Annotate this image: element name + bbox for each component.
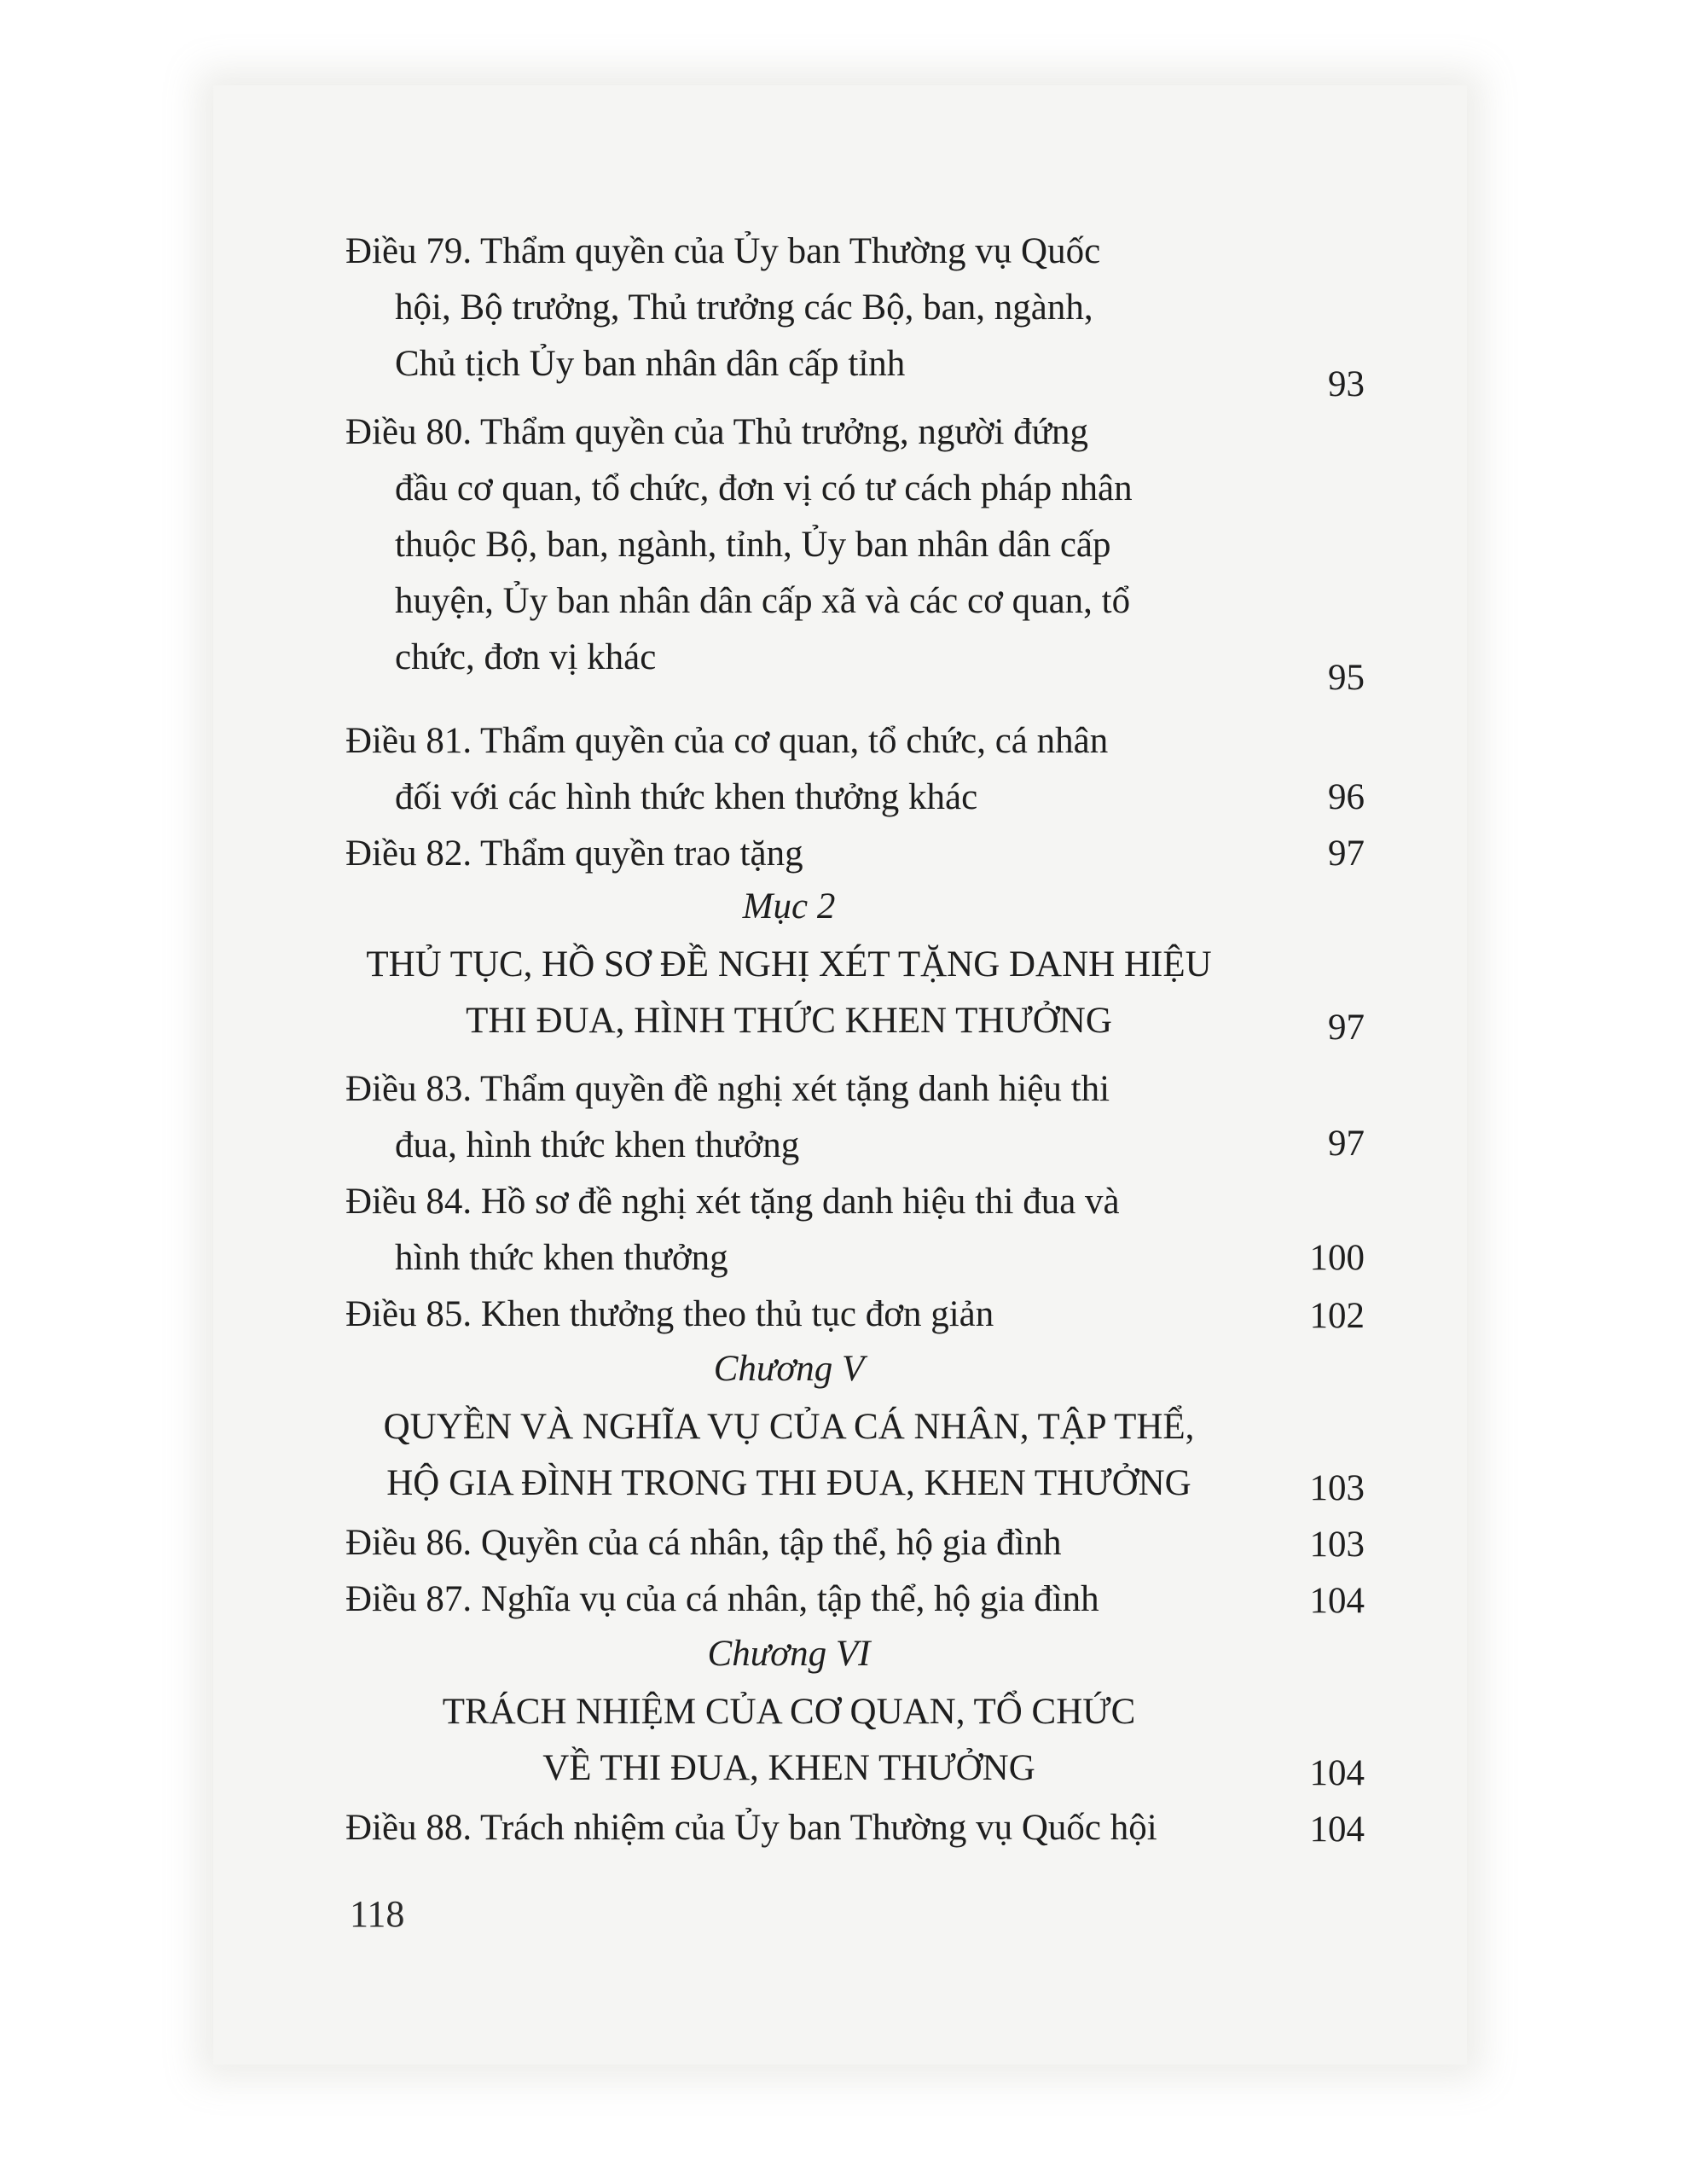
entry-line: Điều 86. Quyền của cá nhân, tập thể, hộ gia đình: [345, 1523, 1062, 1563]
chapter-title: QUYỀN VÀ NGHĨA VỤ CỦA CÁ NHÂN, TẬP THỂ,: [383, 1407, 1195, 1447]
entry-line: thuộc Bộ, ban, ngành, tỉnh, Ủy ban nhân dân cấp: [395, 525, 1111, 565]
toc-entry-dieu-84: [345, 1174, 1232, 1287]
folio-page-number: 118: [350, 1893, 405, 1935]
chapter-title: TRÁCH NHIỆM CỦA CƠ QUAN, TỔ CHỨC: [442, 1692, 1136, 1732]
page-number: 103: [1309, 1468, 1365, 1508]
section-title: THỦ TỤC, HỒ SƠ ĐỀ NGHỊ XÉT TẶNG DANH HIỆU: [366, 944, 1212, 985]
entry-line: Điều 82. Thẩm quyền trao tặng: [345, 834, 803, 874]
entry-line: chức, đơn vị khác: [395, 637, 657, 677]
entry-line: đối với các hình thức khen thưởng khác: [395, 777, 978, 817]
entry-line: Điều 83. Thẩm quyền đề nghị xét tặng danh hiệu thi: [345, 1069, 1110, 1109]
entry-line: Điều 87. Nghĩa vụ của cá nhân, tập thể, hộ gia đình: [345, 1579, 1099, 1619]
page-number: 97: [1328, 1124, 1365, 1164]
toc-entry-dieu-81: [345, 713, 1232, 826]
entry-line: huyện, Ủy ban nhân dân cấp xã và các cơ quan, tổ: [395, 581, 1131, 621]
entry-line: Điều 81. Thẩm quyền của cơ quan, tổ chức, cá nhân: [345, 721, 1109, 761]
page-number: 100: [1309, 1238, 1365, 1278]
page-number: 95: [1328, 658, 1365, 698]
toc-entry-dieu-87: [345, 1571, 1232, 1628]
toc-entry-dieu-79: [345, 224, 1232, 392]
page-number: 104: [1309, 1581, 1365, 1621]
page-number: 93: [1328, 364, 1365, 404]
entry-line: Điều 88. Trách nhiệm của Ủy ban Thường vụ Quốc hội: [345, 1808, 1157, 1848]
toc-entry-dieu-88: [345, 1800, 1232, 1856]
page-number: 97: [1328, 1008, 1365, 1048]
section-title: THI ĐUA, HÌNH THỨC KHEN THƯỞNG: [466, 1001, 1112, 1041]
entry-line: hội, Bộ trưởng, Thủ trưởng các Bộ, ban, ngành,: [395, 288, 1093, 328]
entry-line: hình thức khen thưởng: [395, 1238, 728, 1278]
section-label: Mục 2: [742, 886, 836, 926]
chapter-title: HỘ GIA ĐÌNH TRONG THI ĐUA, KHEN THƯỞNG: [386, 1463, 1191, 1503]
page-number: 104: [1309, 1753, 1365, 1793]
chapter-label: Chương VI: [707, 1634, 871, 1674]
entry-line: Điều 85. Khen thưởng theo thủ tục đơn giản: [345, 1294, 994, 1334]
entry-line: Điều 79. Thẩm quyền của Ủy ban Thường vụ Quốc: [345, 231, 1101, 271]
page-number: 97: [1328, 834, 1365, 874]
page-number: 102: [1309, 1296, 1365, 1336]
entry-line: đua, hình thức khen thưởng: [395, 1125, 800, 1165]
page-number: 103: [1309, 1525, 1365, 1565]
entry-line: Điều 84. Hồ sơ đề nghị xét tặng danh hiệu thi đua và: [345, 1182, 1120, 1222]
page-number: 96: [1328, 777, 1365, 817]
toc-entry-dieu-82: [345, 826, 1232, 882]
toc-entry-dieu-86: [345, 1515, 1232, 1571]
entry-line: Chủ tịch Ủy ban nhân dân cấp tỉnh: [395, 344, 906, 384]
chapter-label: Chương V: [713, 1349, 865, 1389]
entry-line: đầu cơ quan, tổ chức, đơn vị có tư cách pháp nhân: [395, 468, 1133, 508]
toc-entry-dieu-83: [345, 1061, 1232, 1174]
toc-entry-dieu-85: [345, 1287, 1232, 1343]
toc-entry-dieu-80: [345, 404, 1232, 686]
entry-line: Điều 80. Thẩm quyền của Thủ trưởng, người đứng: [345, 412, 1088, 452]
chapter-title: VỀ THI ĐUA, KHEN THƯỞNG: [542, 1748, 1035, 1788]
page-number: 104: [1309, 1809, 1365, 1850]
